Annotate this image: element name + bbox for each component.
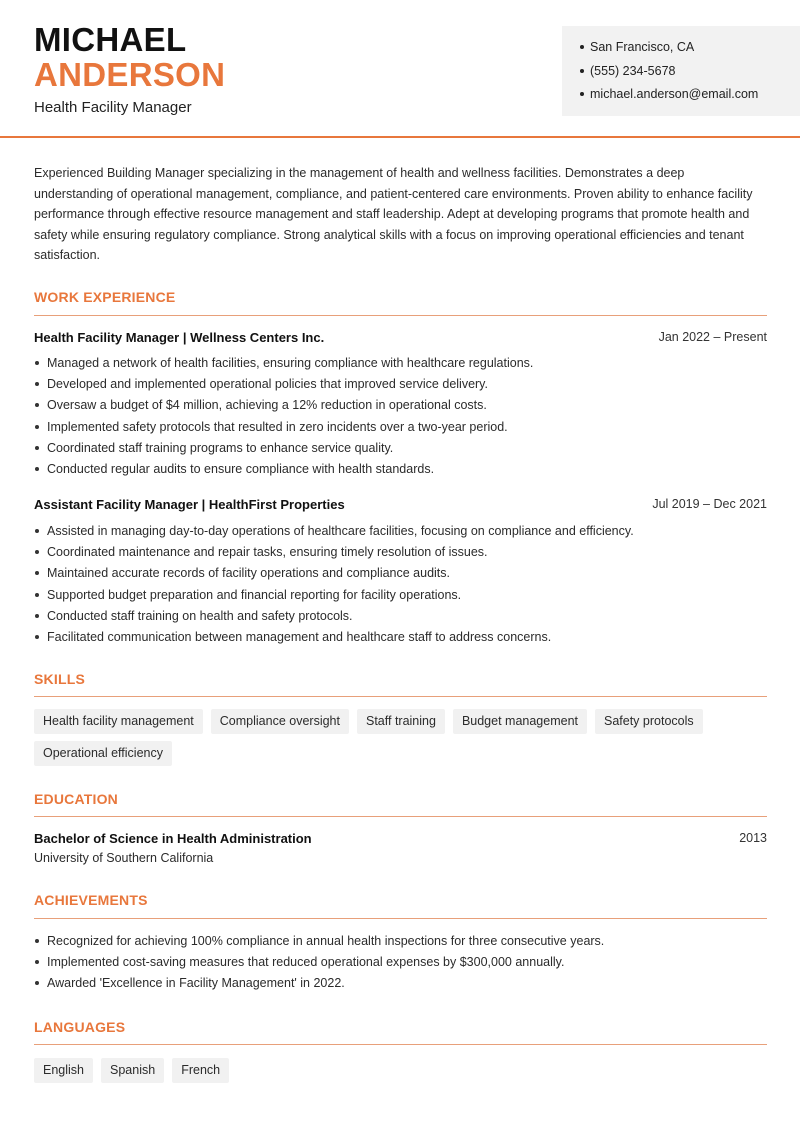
list-item: Developed and implemented operational policies that improved service delivery. — [34, 375, 767, 396]
education-school: University of Southern California — [34, 851, 214, 865]
language-tag: Spanish — [101, 1058, 164, 1083]
contact-email: michael.anderson@email.com — [580, 85, 758, 109]
list-item: Assisted in managing day-to-day operations of healthcare facilities, focusing on compliance and efficiency. — [34, 522, 767, 543]
list-item: Coordinated maintenance and repair tasks, ensuring timely resolution of issues. — [34, 543, 767, 564]
skills-heading: SKILLS — [34, 671, 85, 687]
list-item: Maintained accurate records of facility operations and compliance audits. — [34, 564, 767, 585]
job-role: Assistant Facility Manager | HealthFirst Properties — [34, 497, 345, 512]
job-entry-1-header — [34, 330, 767, 345]
list-item: Conducted regular audits to ensure compliance with health standards. — [34, 460, 767, 481]
contact-phone: (555) 234-5678 — [580, 62, 758, 86]
section-divider — [34, 315, 767, 316]
section-divider — [34, 1044, 767, 1045]
list-item: Coordinated staff training programs to enhance service quality. — [34, 439, 767, 460]
education-heading: EDUCATION — [34, 791, 118, 807]
contact-location: San Francisco, CA — [580, 38, 758, 62]
skill-tag: Health facility management — [34, 709, 203, 734]
list-item: Managed a network of health facilities, ensuring compliance with healthcare regulations. — [34, 354, 767, 375]
languages-tags — [34, 1058, 767, 1083]
section-divider — [34, 816, 767, 817]
section-divider — [34, 696, 767, 697]
list-item: Oversaw a budget of $4 million, achieving a 12% reduction in operational costs. — [34, 396, 767, 417]
section-divider — [34, 918, 767, 919]
last-name: ANDERSON — [34, 56, 226, 93]
work-experience-heading: WORK EXPERIENCE — [34, 289, 176, 305]
list-item: Awarded 'Excellence in Facility Management' in 2022. — [34, 974, 767, 995]
list-item: Implemented safety protocols that resulted in zero incidents over a two-year period. — [34, 418, 767, 439]
language-tag: English — [34, 1058, 93, 1083]
job-dates: Jan 2022 – Present — [658, 330, 767, 344]
first-name: MICHAEL — [34, 21, 187, 58]
languages-heading: LANGUAGES — [34, 1019, 126, 1035]
education-year: 2013 — [739, 831, 767, 845]
list-item: Supported budget preparation and financial reporting for facility operations. — [34, 586, 767, 607]
list-item: Conducted staff training on health and safety protocols. — [34, 607, 767, 628]
list-item: Implemented cost-saving measures that reduced operational expenses by $300,000 annually. — [34, 953, 767, 974]
job-entry-2-bullets — [34, 522, 767, 649]
resume-header — [0, 0, 800, 138]
contact-list — [580, 38, 758, 109]
list-item: Recognized for achieving 100% compliance in annual health inspections for three consecutive years. — [34, 932, 767, 953]
skills-tags — [34, 709, 767, 766]
job-entry-1-bullets — [34, 354, 767, 481]
skill-tag: Compliance oversight — [211, 709, 349, 734]
job-role: Health Facility Manager | Wellness Centers Inc. — [34, 330, 325, 345]
skill-tag: Budget management — [453, 709, 587, 734]
summary-paragraph: Experienced Building Manager specializing in the management of health and wellness facilities. Demonstrates a deep understanding of operational management, compliance, and patient-centered care environments. Proven ability to enhance facility performance through effective resource management and staff leadership. Adept at developing programs that promote health and safety while ensuring regulatory compliance. Strong analytical skills with a focus on improving operational efficiencies and tenant satisfaction. — [34, 166, 753, 262]
job-dates: Jul 2019 – Dec 2021 — [652, 497, 767, 511]
achievements-heading: ACHIEVEMENTS — [34, 892, 148, 908]
skill-tag: Safety protocols — [595, 709, 703, 734]
language-tag: French — [172, 1058, 229, 1083]
skill-tag: Operational efficiency — [34, 741, 172, 766]
job-title: Health Facility Manager — [34, 99, 192, 116]
skill-tag: Staff training — [357, 709, 445, 734]
education-degree: Bachelor of Science in Health Administration — [34, 831, 312, 846]
job-entry-2-header — [34, 497, 767, 512]
achievements-list — [34, 932, 767, 996]
list-item: Facilitated communication between management and healthcare staff to address concerns. — [34, 628, 767, 649]
contact-box — [562, 26, 800, 116]
